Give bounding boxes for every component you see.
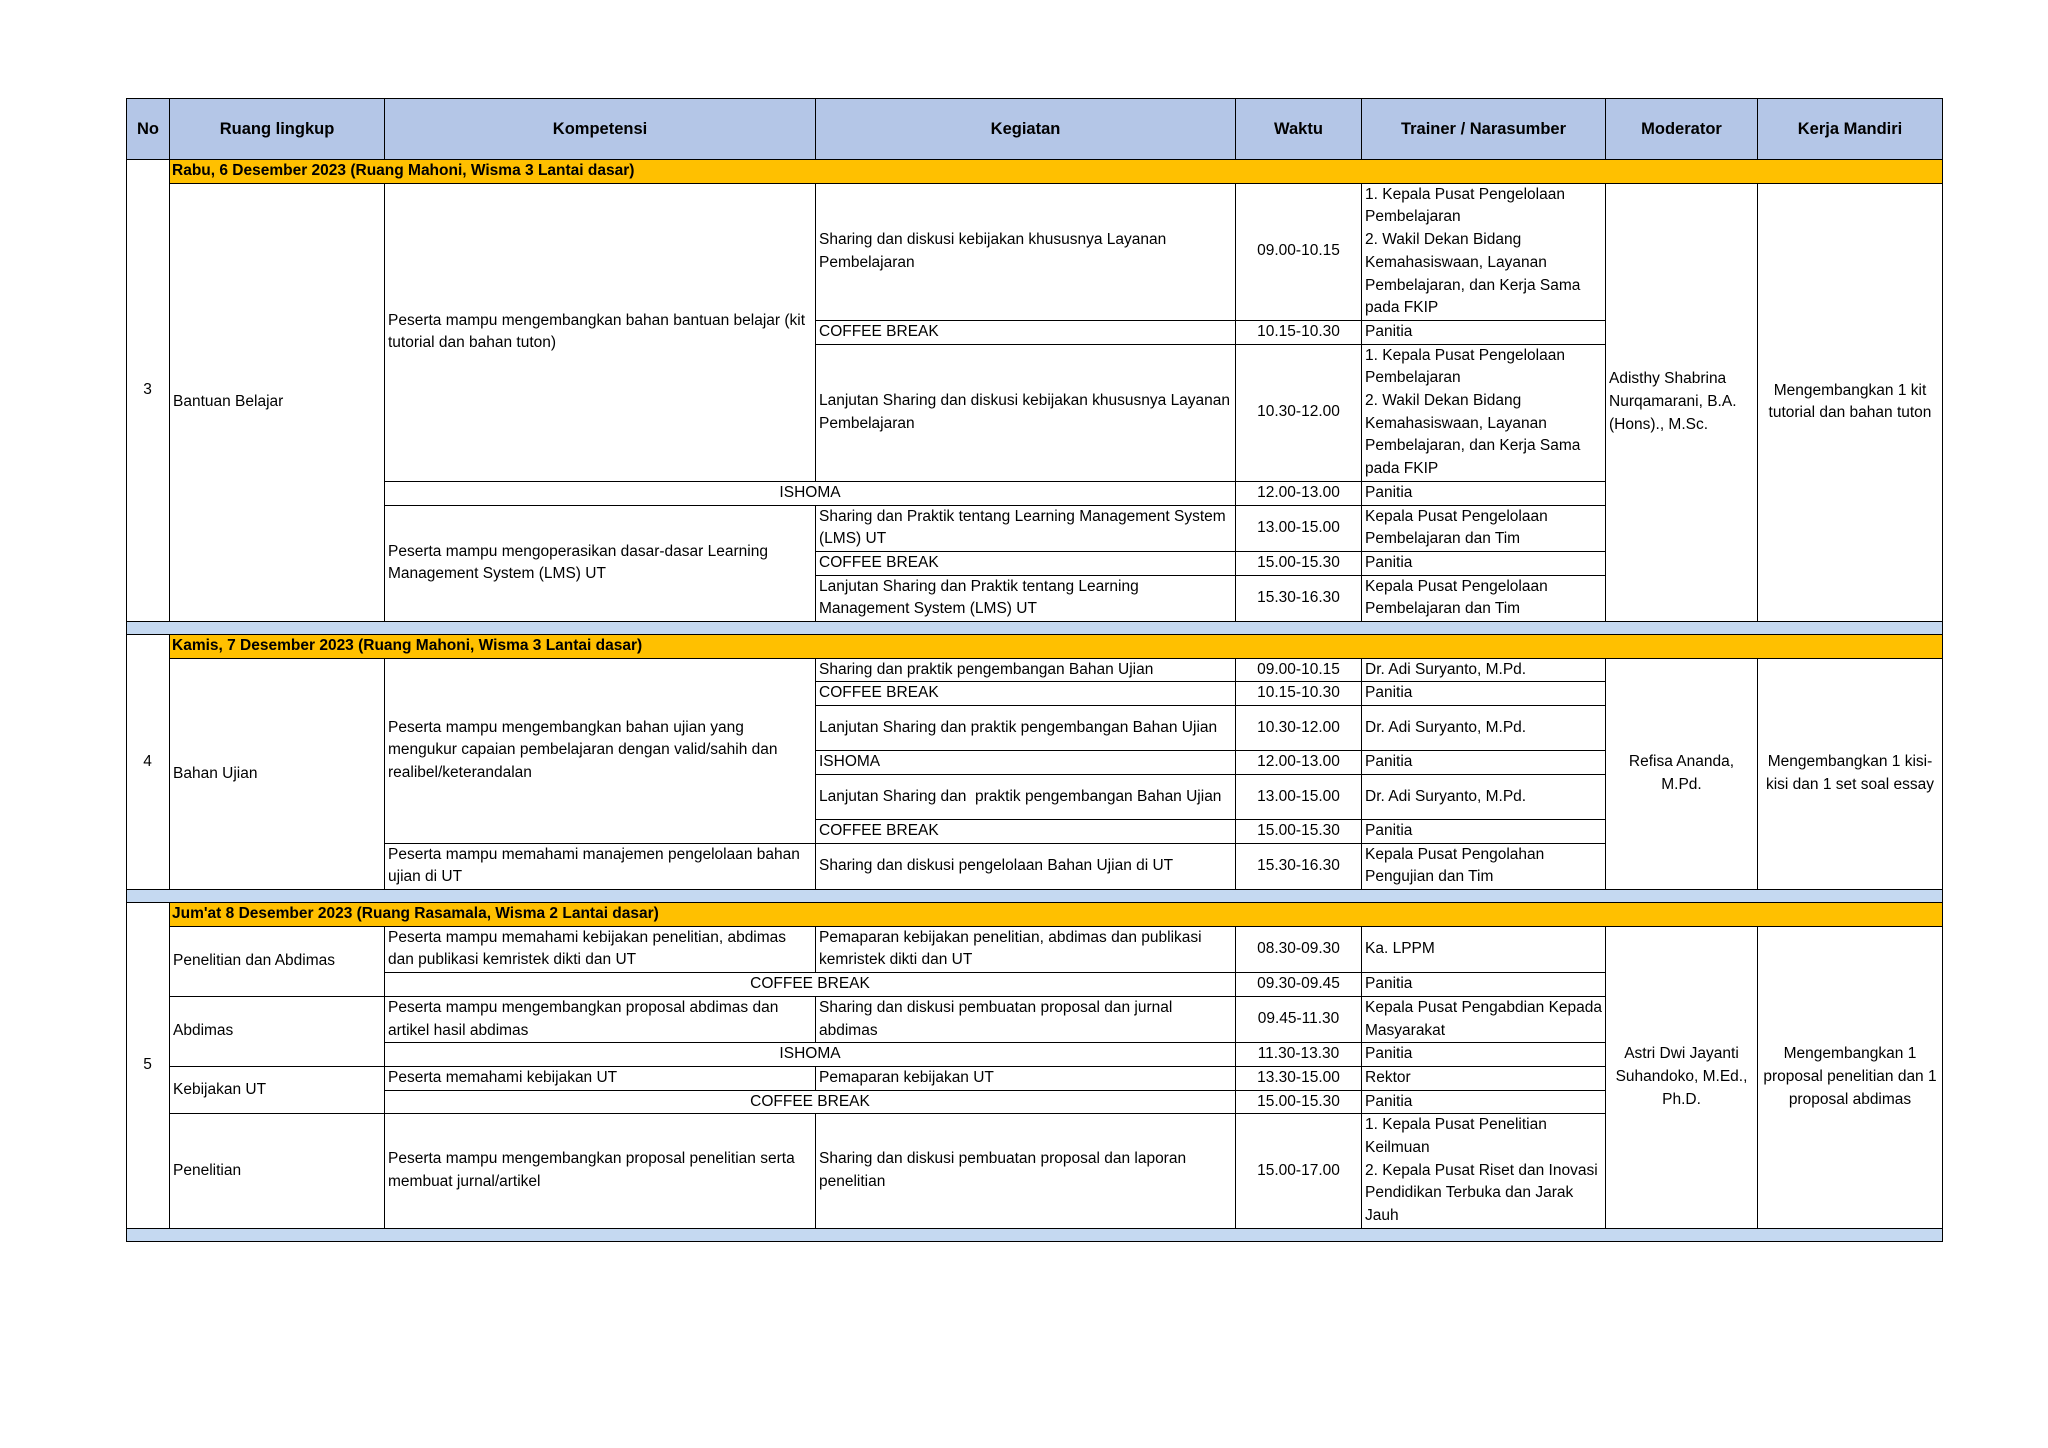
row-number: 3 (127, 160, 170, 622)
trainer: 1. Kepala Pusat Pengelolaan Pembelajaran 2. Wakil Dekan Bidang Kemahasiswaan, Layanan Pembelajaran, dan Kerja Sama pada FKIP (1362, 183, 1606, 320)
waktu: 09.45-11.30 (1236, 996, 1362, 1042)
kegiatan: ISHOMA (385, 481, 1236, 505)
waktu: 12.00-13.00 (1236, 481, 1362, 505)
waktu: 10.15-10.30 (1236, 682, 1362, 706)
kegiatan: Sharing dan diskusi pembuatan proposal dan jurnal abdimas (816, 996, 1236, 1042)
moderator: Astri Dwi Jayanti Suhandoko, M.Ed., Ph.D. (1606, 926, 1758, 1228)
waktu: 15.00-15.30 (1236, 1090, 1362, 1114)
trainer: Kepala Pusat Pengelolaan Pembelajaran dan Tim (1362, 505, 1606, 551)
waktu: 15.30-16.30 (1236, 575, 1362, 621)
waktu: 09.30-09.45 (1236, 973, 1362, 997)
trainer: 1. Kepala Pusat Pengelolaan Pembelajaran 2. Wakil Dekan Bidang Kemahasiswaan, Layanan Pembelajaran, dan Kerja Sama pada FKIP (1362, 344, 1606, 481)
ruang-lingkup: Bahan Ujian (170, 658, 385, 889)
header-row (127, 99, 1943, 160)
waktu: 15.00-15.30 (1236, 551, 1362, 575)
ruang-lingkup: Penelitian (170, 1114, 385, 1229)
ruang-lingkup: Bantuan Belajar (170, 183, 385, 621)
waktu: 15.00-17.00 (1236, 1114, 1362, 1229)
trainer: Panitia (1362, 819, 1606, 843)
kerja-mandiri: Mengembangkan 1 proposal penelitian dan 1 proposal abdimas (1758, 926, 1943, 1228)
kegiatan: Lanjutan Sharing dan diskusi kebijakan khususnya Layanan Pembelajaran (816, 344, 1236, 481)
kegiatan: COFFEE BREAK (816, 320, 1236, 344)
trainer: Panitia (1362, 751, 1606, 775)
trainer: Panitia (1362, 551, 1606, 575)
waktu: 10.30-12.00 (1236, 344, 1362, 481)
waktu: 13.30-15.00 (1236, 1066, 1362, 1090)
header-moderator: Moderator (1606, 99, 1758, 160)
waktu: 09.00-10.15 (1236, 658, 1362, 682)
kegiatan: COFFEE BREAK (816, 551, 1236, 575)
header-kegiatan: Kegiatan (816, 99, 1236, 160)
kegiatan: COFFEE BREAK (816, 819, 1236, 843)
trainer: Panitia (1362, 973, 1606, 997)
table-row (127, 926, 1943, 972)
row-number: 4 (127, 635, 170, 890)
waktu: 10.30-12.00 (1236, 706, 1362, 751)
kompetensi: Peserta mampu memahami manajemen pengelolaan bahan ujian di UT (385, 843, 816, 889)
kompetensi: Peserta mampu mengembangkan bahan ujian yang mengukur capaian pembelajaran dengan valid/sahih dan realibel/keterandalan (385, 658, 816, 843)
moderator: Adisthy Shabrina Nurqamarani, B.A.(Hons)., M.Sc. (1606, 183, 1758, 621)
waktu: 09.00-10.15 (1236, 183, 1362, 320)
trainer: Rektor (1362, 1066, 1606, 1090)
kompetensi: Peserta mampu mengoperasikan dasar-dasar Learning Management System (LMS) UT (385, 505, 816, 622)
kegiatan: Lanjutan Sharing dan praktik pengembangan Bahan Ujian (816, 774, 1236, 819)
moderator: Refisa Ananda, M.Pd. (1606, 658, 1758, 889)
waktu: 15.30-16.30 (1236, 843, 1362, 889)
day-title: Jum'at 8 Desember 2023 (Ruang Rasamala, Wisma 2 Lantai dasar) (170, 902, 1943, 926)
day-title: Kamis, 7 Desember 2023 (Ruang Mahoni, Wisma 3 Lantai dasar) (170, 635, 1943, 659)
waktu: 10.15-10.30 (1236, 320, 1362, 344)
day-header-row (127, 635, 1943, 659)
trainer: 1. Kepala Pusat Penelitian Keilmuan 2. Kepala Pusat Riset dan Inovasi Pendidikan Terbuka dan Jarak Jauh (1362, 1114, 1606, 1229)
trainer: Panitia (1362, 1090, 1606, 1114)
kegiatan: COFFEE BREAK (385, 1090, 1236, 1114)
header-no: No (127, 99, 170, 160)
kegiatan: ISHOMA (816, 751, 1236, 775)
kompetensi: Peserta mampu mengembangkan bahan bantuan belajar (kit tutorial dan bahan tuton) (385, 183, 816, 481)
trainer: Dr. Adi Suryanto, M.Pd. (1362, 706, 1606, 751)
kompetensi: Peserta mampu mengembangkan proposal penelitian serta membuat jurnal/artikel (385, 1114, 816, 1229)
spacer-row (127, 622, 1943, 635)
kegiatan: Lanjutan Sharing dan Praktik tentang Learning Management System (LMS) UT (816, 575, 1236, 621)
header-waktu: Waktu (1236, 99, 1362, 160)
waktu: 11.30-13.30 (1236, 1043, 1362, 1067)
trainer: Kepala Pusat Pengelolaan Pembelajaran dan Tim (1362, 575, 1606, 621)
kegiatan: COFFEE BREAK (816, 682, 1236, 706)
trainer: Kepala Pusat Pengolahan Pengujian dan Tim (1362, 843, 1606, 889)
trainer: Kepala Pusat Pengabdian Kepada Masyarakat (1362, 996, 1606, 1042)
ruang-lingkup: Penelitian dan Abdimas (170, 926, 385, 996)
ruang-lingkup: Kebijakan UT (170, 1066, 385, 1113)
kerja-mandiri: Mengembangkan 1 kit tutorial dan bahan tuton (1758, 183, 1943, 621)
header-kompetensi: Kompetensi (385, 99, 816, 160)
trainer: Panitia (1362, 481, 1606, 505)
waktu: 08.30-09.30 (1236, 926, 1362, 972)
trainer: Panitia (1362, 1043, 1606, 1067)
ruang-lingkup: Abdimas (170, 996, 385, 1066)
kegiatan: Pemaparan kebijakan UT (816, 1066, 1236, 1090)
waktu: 12.00-13.00 (1236, 751, 1362, 775)
kegiatan: COFFEE BREAK (385, 973, 1236, 997)
kegiatan: Sharing dan diskusi pembuatan proposal dan laporan penelitian (816, 1114, 1236, 1229)
kegiatan: ISHOMA (385, 1043, 1236, 1067)
schedule-table (126, 98, 1943, 1242)
day-header-row (127, 902, 1943, 926)
kegiatan: Lanjutan Sharing dan praktik pengembangan Bahan Ujian (816, 706, 1236, 751)
kegiatan: Sharing dan Praktik tentang Learning Management System (LMS) UT (816, 505, 1236, 551)
trainer: Dr. Adi Suryanto, M.Pd. (1362, 658, 1606, 682)
trainer: Dr. Adi Suryanto, M.Pd. (1362, 774, 1606, 819)
row-number: 5 (127, 902, 170, 1228)
kompetensi: Peserta mampu memahami kebijakan penelitian, abdimas dan publikasi kemristek dikti dan UT (385, 926, 816, 972)
waktu: 13.00-15.00 (1236, 505, 1362, 551)
kerja-mandiri: Mengembangkan 1 kisi-kisi dan 1 set soal essay (1758, 658, 1943, 889)
waktu: 13.00-15.00 (1236, 774, 1362, 819)
kegiatan: Sharing dan diskusi pengelolaan Bahan Ujian di UT (816, 843, 1236, 889)
day-title: Rabu, 6 Desember 2023 (Ruang Mahoni, Wisma 3 Lantai dasar) (170, 160, 1943, 184)
spacer-row (127, 889, 1943, 902)
kompetensi: Peserta memahami kebijakan UT (385, 1066, 816, 1090)
table-row (127, 183, 1943, 320)
trainer: Ka. LPPM (1362, 926, 1606, 972)
day-header-row (127, 160, 1943, 184)
header-kerja-mandiri: Kerja Mandiri (1758, 99, 1943, 160)
spacer-row (127, 1228, 1943, 1241)
waktu: 15.00-15.30 (1236, 819, 1362, 843)
header-trainer: Trainer / Narasumber (1362, 99, 1606, 160)
header-ruang-lingkup: Ruang lingkup (170, 99, 385, 160)
trainer: Panitia (1362, 682, 1606, 706)
kegiatan: Sharing dan praktik pengembangan Bahan Ujian (816, 658, 1236, 682)
kompetensi: Peserta mampu mengembangkan proposal abdimas dan artikel hasil abdimas (385, 996, 816, 1042)
trainer: Panitia (1362, 320, 1606, 344)
kegiatan: Pemaparan kebijakan penelitian, abdimas dan publikasi kemristek dikti dan UT (816, 926, 1236, 972)
table-row (127, 658, 1943, 682)
kegiatan: Sharing dan diskusi kebijakan khususnya Layanan Pembelajaran (816, 183, 1236, 320)
